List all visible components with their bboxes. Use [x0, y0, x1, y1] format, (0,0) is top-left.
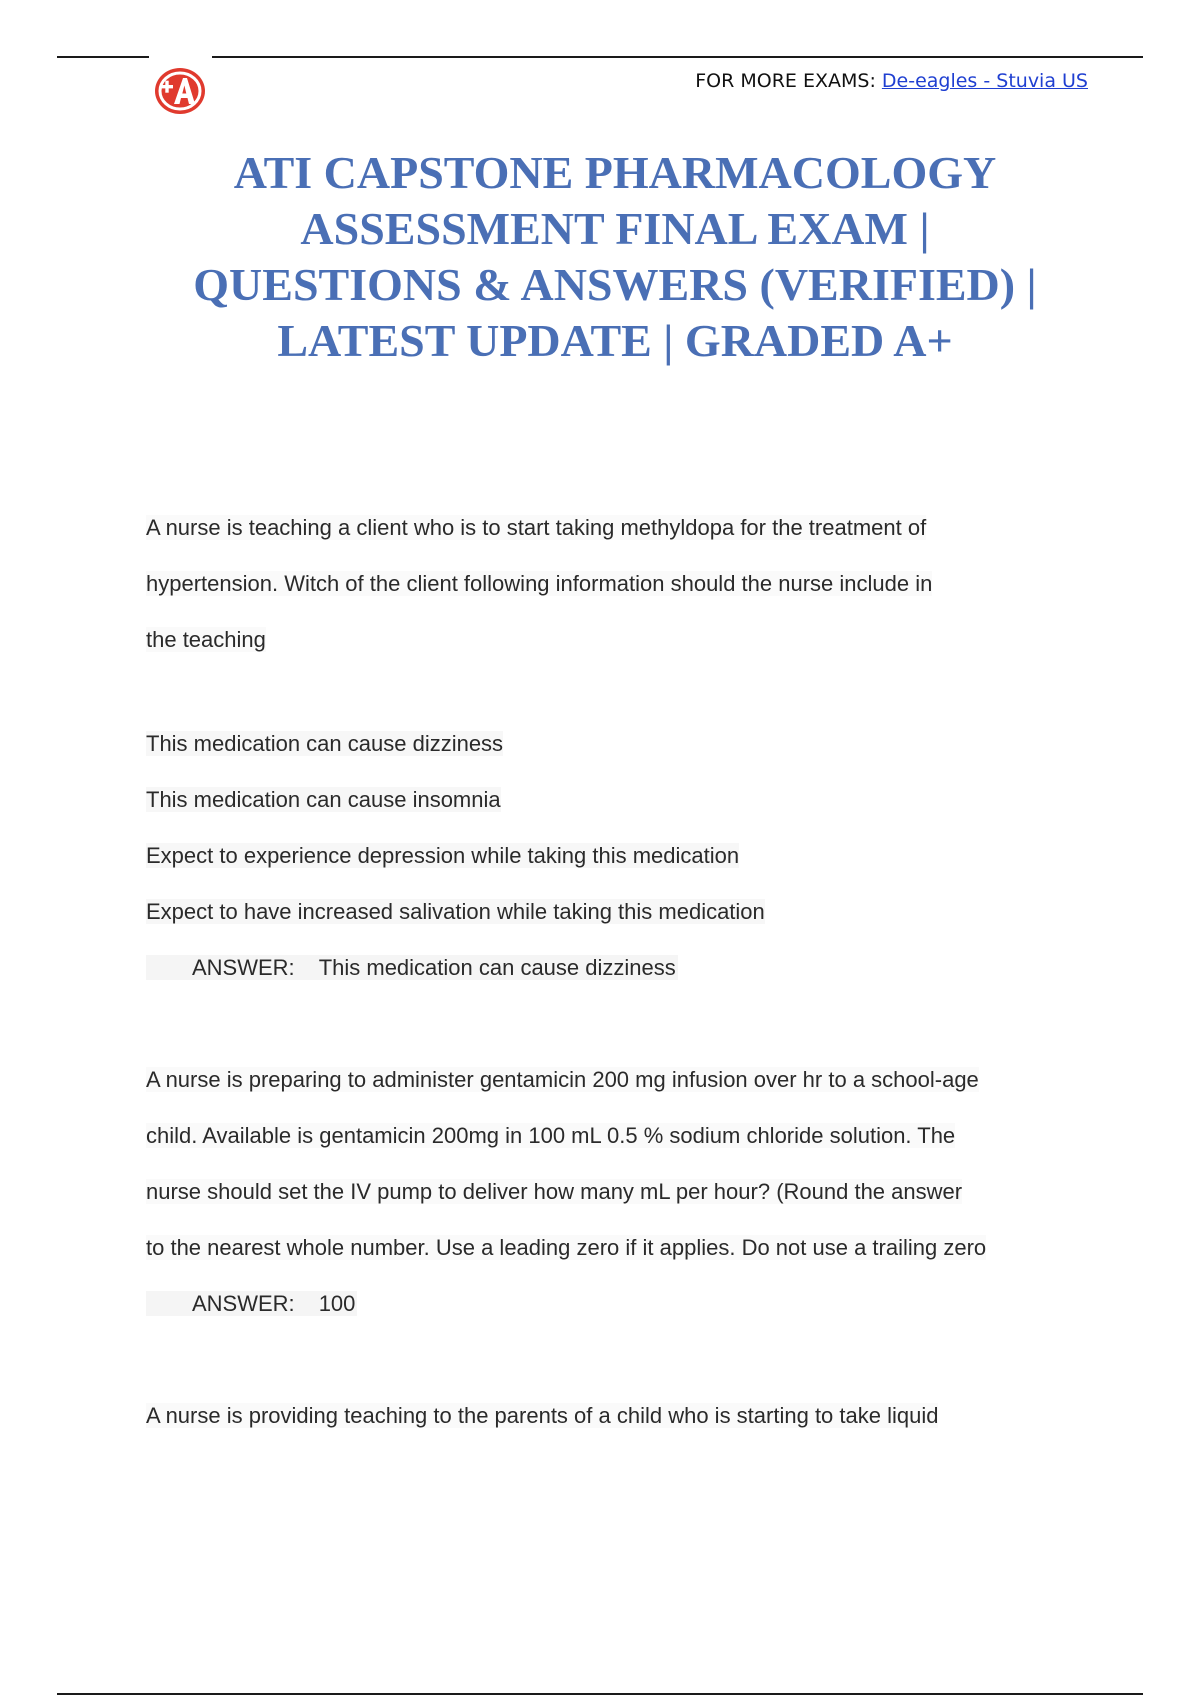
title-line: LATEST UPDATE | GRADED A+ — [277, 315, 953, 366]
answer-line — [146, 940, 1106, 996]
stuvia-store-link[interactable]: De-eagles - Stuvia US — [881, 70, 1088, 92]
answer-text: 100 — [318, 1291, 356, 1316]
answer-option: Expect to experience depression while taking this medication — [146, 843, 740, 868]
spacer — [146, 1332, 1106, 1388]
top-rule-right — [212, 56, 1143, 58]
question-3 — [146, 1388, 1106, 1444]
red-circle-plus-a-logo — [152, 64, 208, 116]
question-2 — [146, 1052, 1106, 1332]
title-line: ASSESSMENT FINAL EXAM | — [300, 203, 930, 254]
question-stem-line: the teaching — [146, 627, 266, 652]
question-stem-line: hypertension. Witch of the client following information should the nurse include in — [146, 571, 933, 596]
question-stem-line: A nurse is preparing to administer gentamicin 200 mg infusion over hr to a school-age — [146, 1067, 979, 1092]
answer-line — [146, 1276, 1106, 1332]
question-stem-line: nurse should set the IV pump to deliver how many mL per hour? (Round the answer — [146, 1179, 963, 1204]
answer-option: This medication can cause dizziness — [146, 731, 504, 756]
document-body — [146, 500, 1106, 1444]
question-1 — [146, 500, 1106, 996]
question-stem-line: A nurse is providing teaching to the parents of a child who is starting to take liquid — [146, 1403, 939, 1428]
top-rule-left — [57, 56, 149, 58]
question-stem-line: A nurse is teaching a client who is to start taking methyldopa for the treatment of — [146, 515, 927, 540]
bottom-rule — [57, 1693, 1143, 1695]
answer-label: ANSWER: — [192, 1291, 295, 1316]
question-stem-line: child. Available is gentamicin 200mg in 100 mL 0.5 % sodium chloride solution. The — [146, 1123, 956, 1148]
answer-option: This medication can cause insomnia — [146, 787, 501, 812]
header-more-exams — [695, 70, 1088, 92]
document-title — [130, 145, 1100, 369]
title-line: ATI CAPSTONE PHARMACOLOGY — [233, 147, 997, 198]
question-stem-line: to the nearest whole number. Use a leading zero if it applies. Do not use a trailing zero — [146, 1235, 987, 1260]
header-prefix: FOR MORE EXAMS: — [695, 70, 882, 92]
answer-label: ANSWER: — [192, 955, 295, 980]
title-line: QUESTIONS & ANSWERS (VERIFIED) | — [193, 259, 1037, 310]
answer-text: This medication can cause dizziness — [318, 955, 676, 980]
spacer — [146, 996, 1106, 1052]
answer-option: Expect to have increased salivation while taking this medication — [146, 899, 765, 924]
